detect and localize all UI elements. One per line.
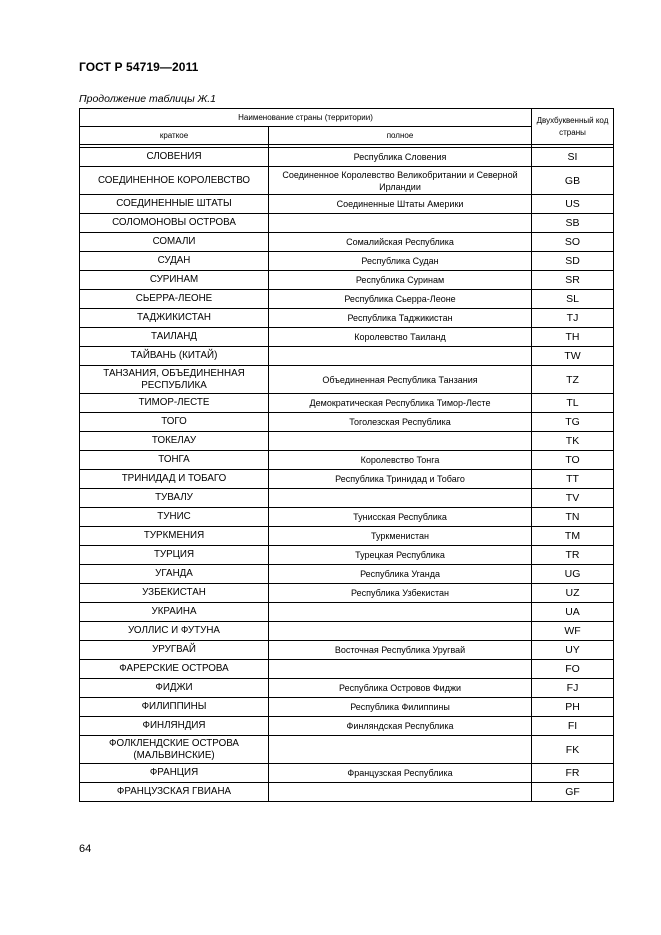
cell-country-code: UG xyxy=(532,565,614,584)
table-row xyxy=(80,717,614,736)
page-number: 64 xyxy=(79,843,92,855)
cell-short-name: ТОНГА xyxy=(80,451,269,470)
cell-full-name: Французская Республика xyxy=(269,764,532,783)
cell-full-name: Демократическая Республика Тимор-Лесте xyxy=(269,394,532,413)
table-row xyxy=(80,736,614,764)
table-row xyxy=(80,565,614,584)
cell-country-code: GB xyxy=(532,167,614,195)
cell-country-code: FI xyxy=(532,717,614,736)
table-row xyxy=(80,233,614,252)
cell-full-name xyxy=(269,660,532,679)
cell-country-code: SL xyxy=(532,290,614,309)
cell-full-name: Соединенное Королевство Великобритании и Северной Ирландии xyxy=(269,167,532,195)
cell-full-name xyxy=(269,622,532,641)
cell-short-name: ТОКЕЛАУ xyxy=(80,432,269,451)
cell-short-name: ТАИЛАНД xyxy=(80,328,269,347)
table-row xyxy=(80,508,614,527)
table-row xyxy=(80,252,614,271)
table-caption: Продолжение таблицы Ж.1 xyxy=(79,93,216,105)
cell-short-name: ФРАНЦИЯ xyxy=(80,764,269,783)
cell-full-name: Республика Таджикистан xyxy=(269,309,532,328)
table-row xyxy=(80,489,614,508)
cell-country-code: TH xyxy=(532,328,614,347)
cell-short-name: ТУНИС xyxy=(80,508,269,527)
cell-country-code: TO xyxy=(532,451,614,470)
cell-country-code: SD xyxy=(532,252,614,271)
table-row xyxy=(80,328,614,347)
cell-full-name: Республика Узбекистан xyxy=(269,584,532,603)
table-row xyxy=(80,764,614,783)
cell-full-name: Республика Сьерра-Леоне xyxy=(269,290,532,309)
cell-full-name: Республика Суринам xyxy=(269,271,532,290)
cell-short-name: УОЛЛИС И ФУТУНА xyxy=(80,622,269,641)
table-row xyxy=(80,290,614,309)
cell-country-code: FJ xyxy=(532,679,614,698)
cell-country-code: TL xyxy=(532,394,614,413)
cell-full-name: Тоголезская Республика xyxy=(269,413,532,432)
cell-country-code: TW xyxy=(532,347,614,366)
cell-full-name: Республика Словения xyxy=(269,148,532,167)
cell-full-name: Республика Островов Фиджи xyxy=(269,679,532,698)
cell-full-name xyxy=(269,783,532,802)
cell-full-name: Восточная Республика Уругвай xyxy=(269,641,532,660)
cell-full-name: Тунисская Республика xyxy=(269,508,532,527)
table-header xyxy=(80,109,614,148)
cell-short-name: СОЕДИНЕННОЕ КОРОЛЕВСТВО xyxy=(80,167,269,195)
table-row xyxy=(80,271,614,290)
cell-short-name: ФРАНЦУЗСКАЯ ГВИАНА xyxy=(80,783,269,802)
table-row xyxy=(80,167,614,195)
cell-full-name xyxy=(269,432,532,451)
cell-short-name: ФИДЖИ xyxy=(80,679,269,698)
cell-country-code: FR xyxy=(532,764,614,783)
column-header-short: краткое xyxy=(80,127,269,145)
cell-short-name: ФИЛИППИНЫ xyxy=(80,698,269,717)
cell-country-code: SI xyxy=(532,148,614,167)
group-header-country-name: Наименование страны (территории) xyxy=(80,109,532,127)
cell-full-name: Республика Судан xyxy=(269,252,532,271)
table-row xyxy=(80,622,614,641)
cell-country-code: UY xyxy=(532,641,614,660)
table-row xyxy=(80,195,614,214)
table-row xyxy=(80,148,614,167)
cell-country-code: TT xyxy=(532,470,614,489)
cell-full-name: Туркменистан xyxy=(269,527,532,546)
cell-short-name: ТИМОР-ЛЕСТЕ xyxy=(80,394,269,413)
cell-full-name: Республика Уганда xyxy=(269,565,532,584)
cell-full-name: Королевство Таиланд xyxy=(269,328,532,347)
cell-full-name: Республика Тринидад и Тобаго xyxy=(269,470,532,489)
table-row xyxy=(80,783,614,802)
cell-short-name: ТУРЦИЯ xyxy=(80,546,269,565)
table-body xyxy=(80,148,614,802)
cell-country-code: TV xyxy=(532,489,614,508)
cell-short-name: СУДАН xyxy=(80,252,269,271)
table-row xyxy=(80,432,614,451)
cell-country-code: UZ xyxy=(532,584,614,603)
cell-full-name: Королевство Тонга xyxy=(269,451,532,470)
table-row xyxy=(80,641,614,660)
table-row xyxy=(80,546,614,565)
document-id: ГОСТ Р 54719—2011 xyxy=(79,60,199,74)
cell-short-name: СЬЕРРА-ЛЕОНЕ xyxy=(80,290,269,309)
cell-country-code: SO xyxy=(532,233,614,252)
cell-full-name: Финляндская Республика xyxy=(269,717,532,736)
table-row xyxy=(80,309,614,328)
cell-country-code: TZ xyxy=(532,366,614,394)
cell-short-name: ТАДЖИКИСТАН xyxy=(80,309,269,328)
cell-short-name: ТУВАЛУ xyxy=(80,489,269,508)
table-row xyxy=(80,214,614,233)
table-row xyxy=(80,660,614,679)
cell-short-name: ТАЙВАНЬ (КИТАЙ) xyxy=(80,347,269,366)
column-header-code: Двухбуквенный код страны xyxy=(532,109,614,145)
table-row xyxy=(80,527,614,546)
cell-short-name: ТРИНИДАД И ТОБАГО xyxy=(80,470,269,489)
cell-country-code: US xyxy=(532,195,614,214)
cell-short-name: ФИНЛЯНДИЯ xyxy=(80,717,269,736)
cell-country-code: FO xyxy=(532,660,614,679)
cell-short-name: СОМАЛИ xyxy=(80,233,269,252)
cell-short-name: ТАНЗАНИЯ, ОБЪЕДИНЕННАЯ РЕСПУБЛИКА xyxy=(80,366,269,394)
cell-country-code: GF xyxy=(532,783,614,802)
table-row xyxy=(80,698,614,717)
cell-short-name: УРУГВАЙ xyxy=(80,641,269,660)
cell-short-name: УЗБЕКИСТАН xyxy=(80,584,269,603)
table-row xyxy=(80,679,614,698)
cell-full-name: Турецкая Республика xyxy=(269,546,532,565)
cell-short-name: УГАНДА xyxy=(80,565,269,584)
cell-country-code: TG xyxy=(532,413,614,432)
table-row xyxy=(80,366,614,394)
table-row xyxy=(80,603,614,622)
cell-short-name: СОЛОМОНОВЫ ОСТРОВА xyxy=(80,214,269,233)
cell-country-code: TR xyxy=(532,546,614,565)
cell-short-name: ТОГО xyxy=(80,413,269,432)
cell-short-name: СУРИНАМ xyxy=(80,271,269,290)
cell-short-name: СОЕДИНЕННЫЕ ШТАТЫ xyxy=(80,195,269,214)
table-row xyxy=(80,394,614,413)
cell-full-name xyxy=(269,603,532,622)
cell-full-name: Сомалийская Республика xyxy=(269,233,532,252)
cell-short-name: СЛОВЕНИЯ xyxy=(80,148,269,167)
cell-country-code: FK xyxy=(532,736,614,764)
cell-country-code: TN xyxy=(532,508,614,527)
cell-country-code: PH xyxy=(532,698,614,717)
cell-country-code: TJ xyxy=(532,309,614,328)
cell-country-code: SR xyxy=(532,271,614,290)
cell-short-name: ФОЛКЛЕНДСКИЕ ОСТРОВА (МАЛЬВИНСКИЕ) xyxy=(80,736,269,764)
column-header-full: полное xyxy=(269,127,532,145)
cell-country-code: TK xyxy=(532,432,614,451)
cell-full-name xyxy=(269,489,532,508)
cell-country-code: UA xyxy=(532,603,614,622)
table-row xyxy=(80,413,614,432)
table-row xyxy=(80,584,614,603)
table-row xyxy=(80,347,614,366)
table-row xyxy=(80,451,614,470)
table-row xyxy=(80,470,614,489)
cell-country-code: TM xyxy=(532,527,614,546)
cell-full-name xyxy=(269,736,532,764)
cell-short-name: УКРАИНА xyxy=(80,603,269,622)
country-codes-table xyxy=(79,108,614,802)
cell-full-name: Объединенная Республика Танзания xyxy=(269,366,532,394)
cell-full-name: Республика Филиппины xyxy=(269,698,532,717)
cell-short-name: ФАРЕРСКИЕ ОСТРОВА xyxy=(80,660,269,679)
cell-full-name: Соединенные Штаты Америки xyxy=(269,195,532,214)
cell-full-name xyxy=(269,347,532,366)
cell-country-code: WF xyxy=(532,622,614,641)
cell-full-name xyxy=(269,214,532,233)
cell-country-code: SB xyxy=(532,214,614,233)
cell-short-name: ТУРКМЕНИЯ xyxy=(80,527,269,546)
